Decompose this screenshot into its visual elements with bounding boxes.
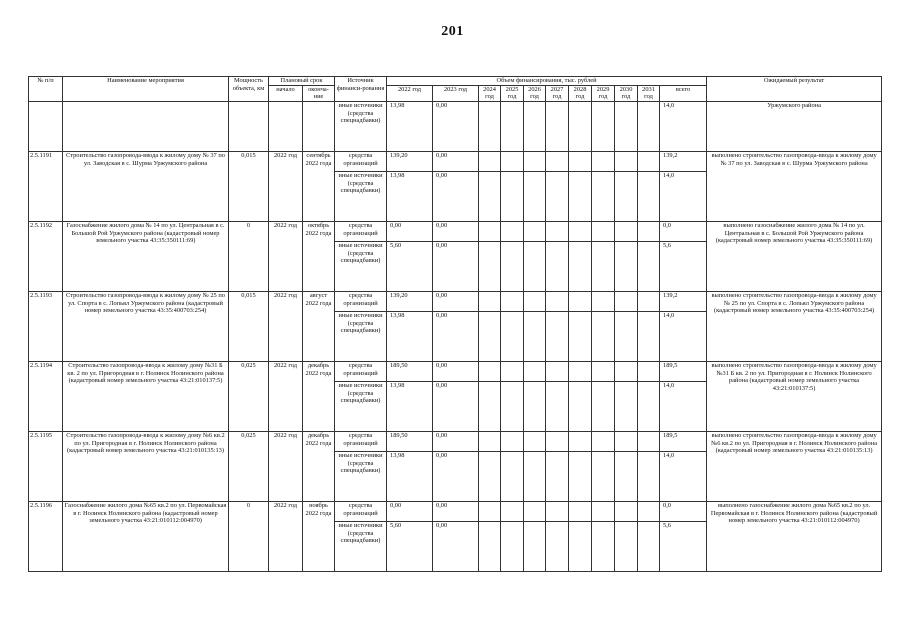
source-cell: иные источники (средства спецнадбавки) — [335, 242, 387, 292]
row-number: 2.5.1193 — [29, 292, 63, 362]
row-number: 2.5.1191 — [29, 152, 63, 222]
value-total: 14,0 — [660, 382, 707, 432]
source-cell: средства организаций — [335, 292, 387, 312]
term-end: ноябрь 2022 года — [303, 502, 335, 572]
value-2023: 0,00 — [433, 452, 479, 502]
term-start: 2022 год — [269, 152, 303, 222]
table-row — [29, 502, 882, 522]
table-row — [29, 362, 882, 382]
header-year: 2022 год — [387, 85, 433, 101]
value-2022: 189,50 — [387, 362, 433, 382]
header-volume: Объем финансирования, тыс. рублей — [387, 77, 707, 86]
value-total: 14,0 — [660, 102, 707, 152]
value-total: 0,0 — [660, 502, 707, 522]
result-cell: выполнено строительство газопровода-ввода к жилому дому № 37 по ул. Заводская в с. Шурма Уржумского района — [707, 152, 882, 222]
header-year: 2029 год — [592, 85, 615, 101]
source-cell: иные источники (средства спецнадбавки) — [335, 382, 387, 432]
row-number: 2.5.1195 — [29, 432, 63, 502]
value-2022: 0,00 — [387, 222, 433, 242]
header-source: Источник финанси-рования — [335, 77, 387, 102]
measure-name: Строительство газопровода-ввода к жилому дому № 25 по ул. Спорта в с. Лопьял Уржумского района (кадастровый номер земельного участка 43:35:400703:254) — [63, 292, 229, 362]
power-value: 0,015 — [229, 152, 269, 222]
value-total: 139,2 — [660, 152, 707, 172]
header-term: Плановый срок — [269, 77, 335, 86]
header-power: Мощность объекта, км — [229, 77, 269, 102]
table-body — [29, 77, 882, 572]
term-end: октябрь 2022 года — [303, 222, 335, 292]
term-start: 2022 год — [269, 502, 303, 572]
result-cell: выполнено строительство газопровода-ввода к жилому дому №6 кв.2 по ул. Пригородная в г. Нолинск Нолинского района (кадастровый номер земельного участка 43:21:010135:13) — [707, 432, 882, 502]
table-row — [29, 432, 882, 452]
term-end: сентябрь 2022 года — [303, 152, 335, 222]
source-cell: средства организаций — [335, 152, 387, 172]
value-2022: 13,98 — [387, 102, 433, 152]
value-2023: 0,00 — [433, 362, 479, 382]
value-2023: 0,00 — [433, 292, 479, 312]
source-cell: средства организаций — [335, 432, 387, 452]
header-year: 2030 год — [615, 85, 638, 101]
measure-name: Строительство газопровода-ввода к жилому дому №31 Б кв. 2 по ул. Пригородная в г. Нолинск Нолинского района (кадастровый номер земельного участка 43:21:010137:5) — [63, 362, 229, 432]
value-2022: 189,50 — [387, 432, 433, 452]
header-row-1 — [29, 77, 882, 86]
value-2022: 5,60 — [387, 242, 433, 292]
header-year: 2031 год — [638, 85, 660, 101]
source-cell: иные источники (средства спецнадбавки) — [335, 452, 387, 502]
value-total: 14,0 — [660, 172, 707, 222]
value-2022: 5,60 — [387, 522, 433, 572]
value-2023: 0,00 — [433, 382, 479, 432]
power-value: 0,025 — [229, 432, 269, 502]
value-total: 14,0 — [660, 452, 707, 502]
header-year: 2025 год — [501, 85, 524, 101]
header-year: 2028 год — [569, 85, 592, 101]
value-2022: 13,98 — [387, 172, 433, 222]
value-total: 0,0 — [660, 222, 707, 242]
measure-name: Строительство газопровода-ввода к жилому дому №6 кв.2 по ул. Пригородная в г. Нолинск Нолинского района (кадастровый номер земельного участка 43:21:010135:13) — [63, 432, 229, 502]
header-year: 2026 год — [524, 85, 546, 101]
measure-name: Газоснабжение жилого дома № 14 по ул. Центральная в с. Большой Рой Уржумского района (кадастровый номер земельного участка 43:35:350111:69) — [63, 222, 229, 292]
row-number: 2.5.1194 — [29, 362, 63, 432]
financing-table — [28, 76, 882, 572]
header-num: № п/п — [29, 77, 63, 102]
header-term-start: начало — [269, 85, 303, 101]
header-total: всего — [660, 85, 707, 101]
value-2023: 0,00 — [433, 102, 479, 152]
table-row — [29, 152, 882, 172]
value-total: 5,6 — [660, 522, 707, 572]
header-year: 2027 год — [546, 85, 569, 101]
header-name: Наименование мероприятия — [63, 77, 229, 102]
row-number: 2.5.1196 — [29, 502, 63, 572]
source-cell: иные источники (средства спецнадбавки) — [335, 522, 387, 572]
term-end: декабрь 2022 года — [303, 362, 335, 432]
power-value: 0 — [229, 502, 269, 572]
value-total: 189,5 — [660, 432, 707, 452]
power-value: 0,015 — [229, 292, 269, 362]
value-2023: 0,00 — [433, 242, 479, 292]
value-2022: 13,98 — [387, 382, 433, 432]
power-value: 0 — [229, 222, 269, 292]
result-cell: выполнено строительство газопровода-ввода к жилому дому № 25 по ул. Спорта в с. Лопьял Уржумского района (кадастровый номер земельного участка 43:35:400703:254) — [707, 292, 882, 362]
term-start: 2022 год — [269, 222, 303, 292]
table-row — [29, 222, 882, 242]
term-start: 2022 год — [269, 362, 303, 432]
source-cell: иные источники (средства спецнадбавки) — [335, 172, 387, 222]
header-result: Ожидаемый результат — [707, 77, 882, 102]
value-2022: 139,20 — [387, 152, 433, 172]
header-term-end: оконча-ние — [303, 85, 335, 101]
page-number: 201 — [441, 24, 464, 39]
value-2023: 0,00 — [433, 522, 479, 572]
header-year: 2024 год — [479, 85, 501, 101]
value-2022: 139,20 — [387, 292, 433, 312]
source-cell: средства организаций — [335, 362, 387, 382]
result-cell: Уржумского района — [707, 102, 882, 152]
power-value: 0,025 — [229, 362, 269, 432]
measure-name: Газоснабжение жилого дома №65 кв.2 по ул. Первомайская в г. Нолинск Нолинского района (кадастровый номер земельного участка 43:21:010112:004970) — [63, 502, 229, 572]
value-2023: 0,00 — [433, 312, 479, 362]
measure-name: Строительство газопровода-ввода к жилому дому № 37 по ул. Заводская в с. Шурма Уржумского района — [63, 152, 229, 222]
result-cell: выполнено газоснабжение жилого дома № 14 по ул. Центральная в с. Большой Рой Уржумского района (кадастровый номер земельного участка 43:35:350111:69) — [707, 222, 882, 292]
source-cell: иные источники (средства спецнадбавки) — [335, 312, 387, 362]
term-start: 2022 год — [269, 292, 303, 362]
value-total: 14,0 — [660, 312, 707, 362]
continuation-row — [29, 102, 882, 152]
result-cell: выполнено газоснабжение жилого дома №65 кв.2 по ул. Первомайская в г. Нолинск Нолинского района (кадастровый номер земельного участка 43:21:010112:004970) — [707, 502, 882, 572]
value-total: 5,6 — [660, 242, 707, 292]
value-2023: 0,00 — [433, 152, 479, 172]
value-2022: 13,98 — [387, 452, 433, 502]
row-number: 2.5.1192 — [29, 222, 63, 292]
header-year: 2023 год — [433, 85, 479, 101]
result-cell: выполнено строительство газопровода-ввода к жилому дому №31 Б кв. 2 по ул. Пригородная в г. Нолинск Нолинского района (кадастровый номер земельного участка 43:21:010137:5) — [707, 362, 882, 432]
source-cell: иные источники (средства спецнадбавки) — [335, 102, 387, 152]
term-start: 2022 год — [269, 432, 303, 502]
term-end: декабрь 2022 года — [303, 432, 335, 502]
value-total: 139,2 — [660, 292, 707, 312]
value-2023: 0,00 — [433, 222, 479, 242]
value-2023: 0,00 — [433, 432, 479, 452]
table-row — [29, 292, 882, 312]
value-total: 189,5 — [660, 362, 707, 382]
value-2022: 0,00 — [387, 502, 433, 522]
value-2023: 0,00 — [433, 172, 479, 222]
source-cell: средства организаций — [335, 502, 387, 522]
value-2023: 0,00 — [433, 502, 479, 522]
term-end: август 2022 года — [303, 292, 335, 362]
value-2022: 13,98 — [387, 312, 433, 362]
source-cell: средства организаций — [335, 222, 387, 242]
